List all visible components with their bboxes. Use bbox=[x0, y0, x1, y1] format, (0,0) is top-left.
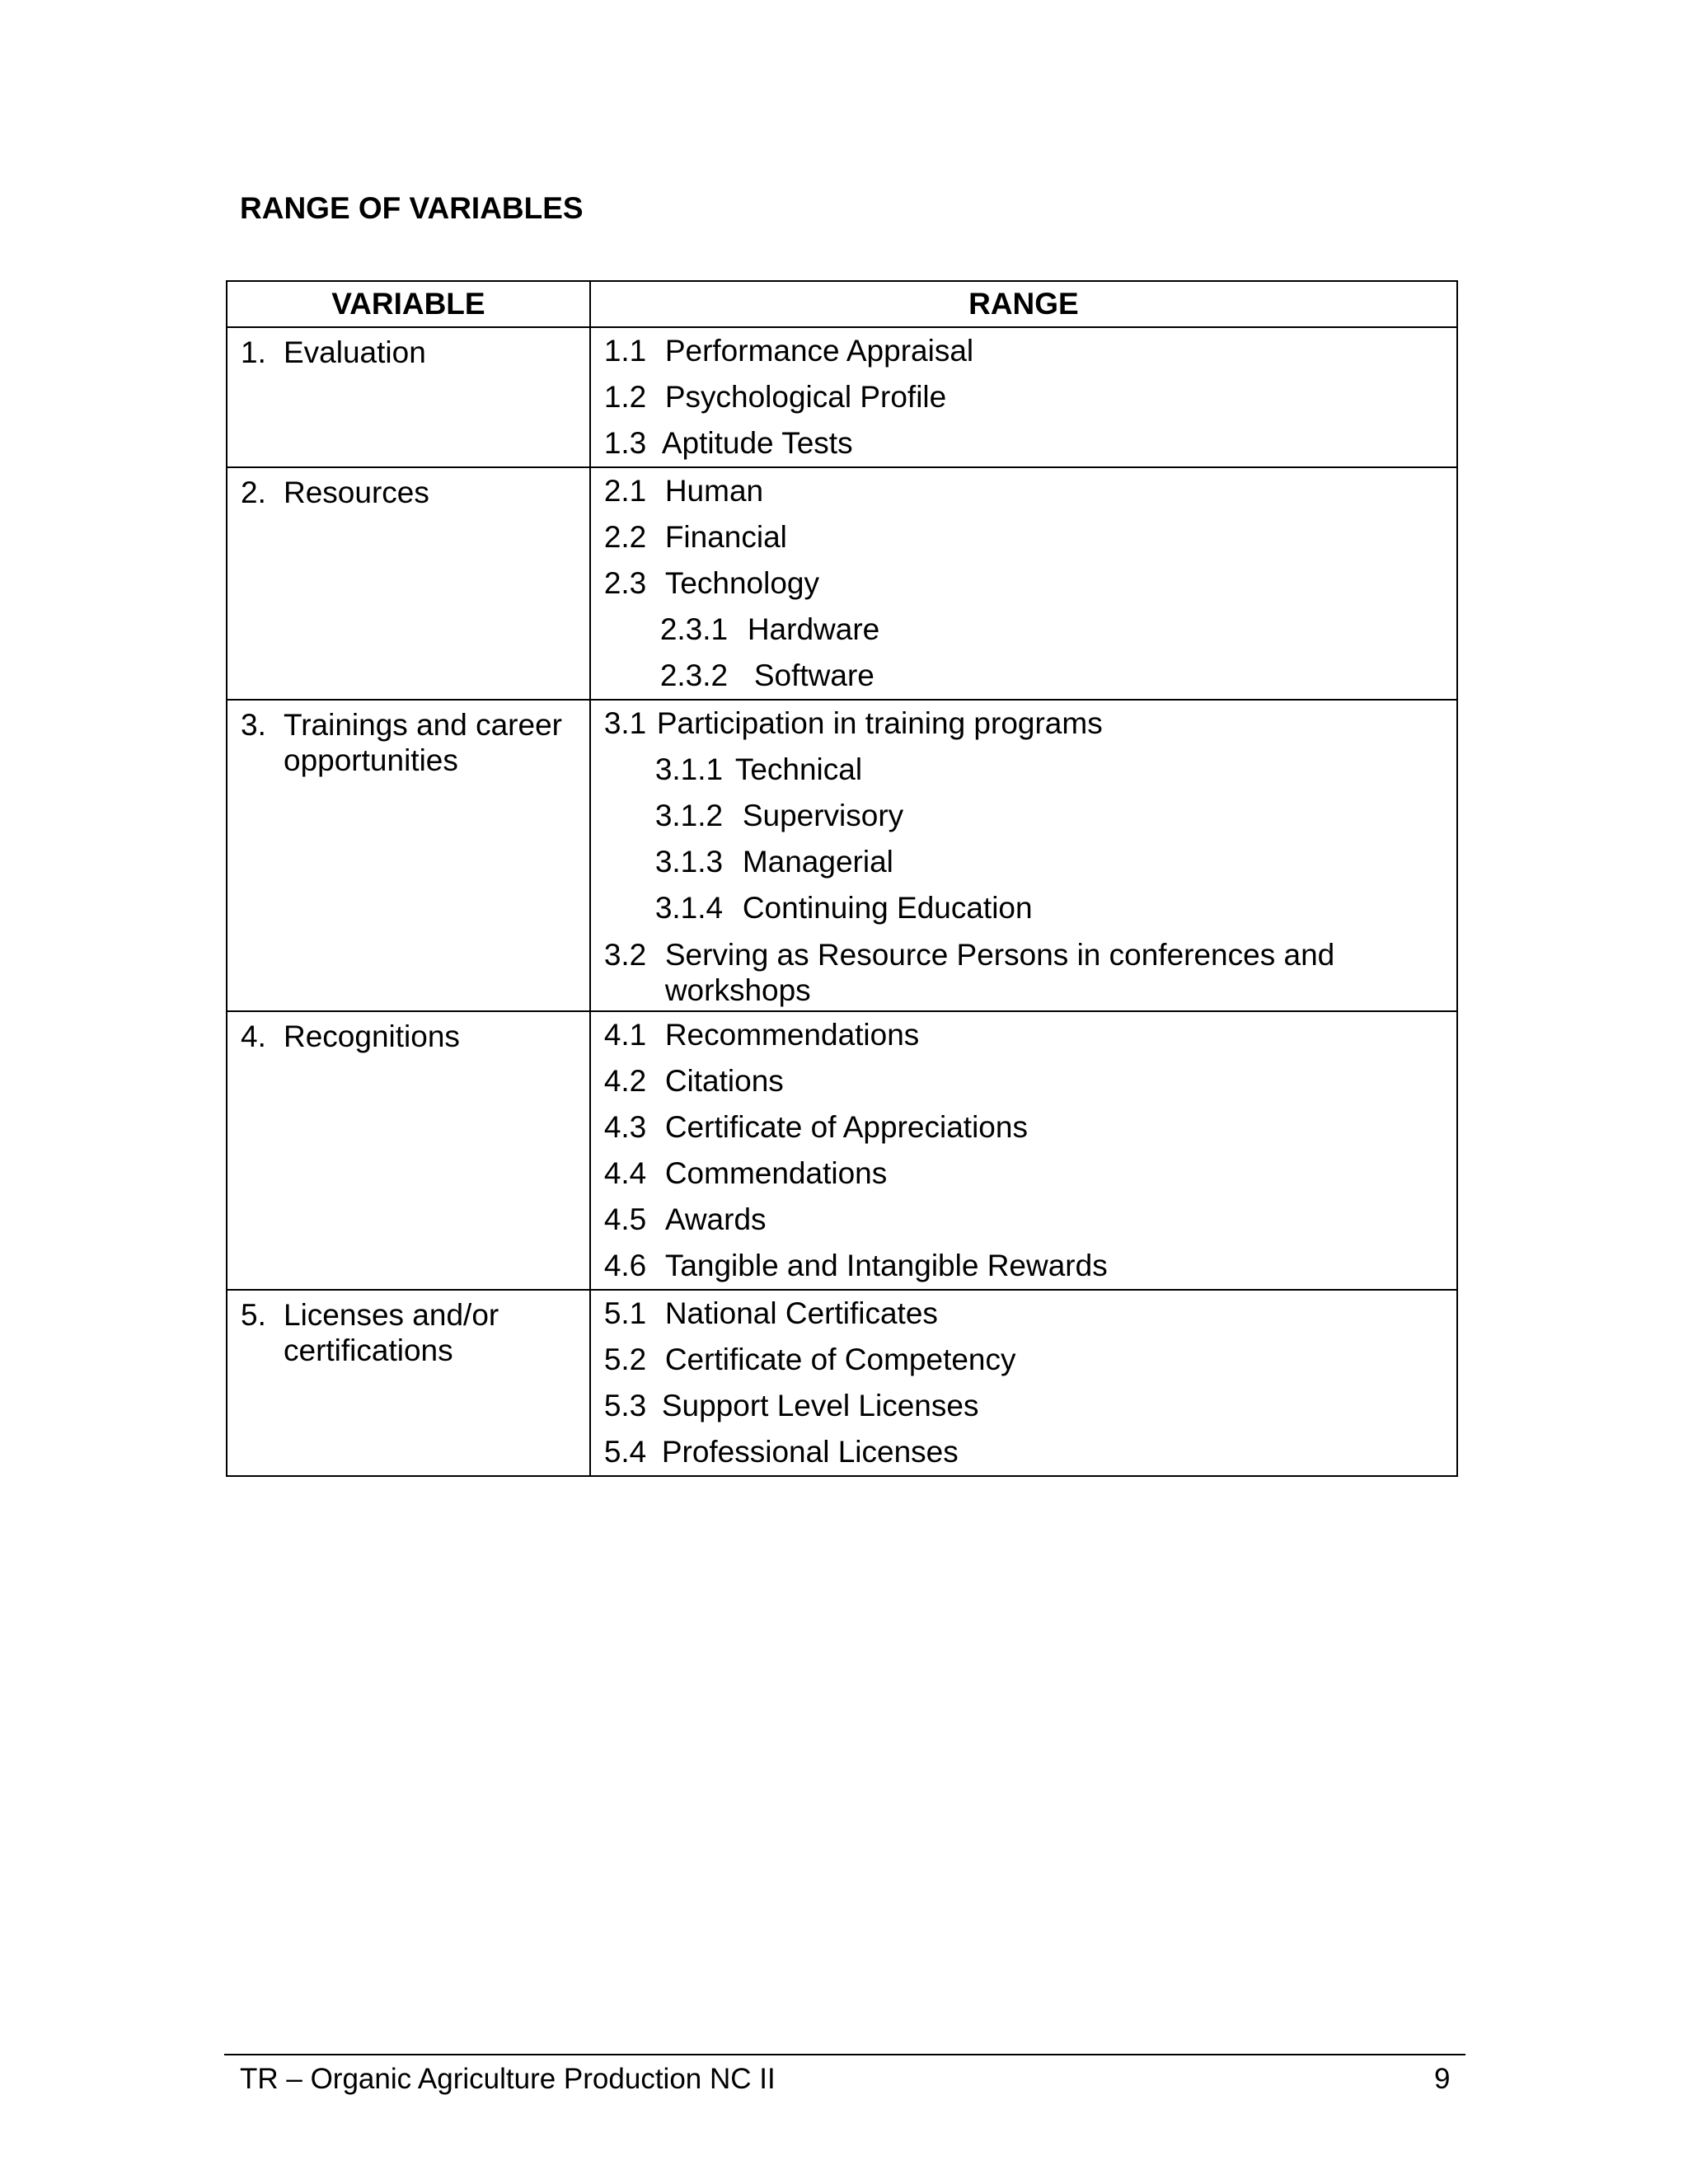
variable-number: 1. bbox=[241, 335, 266, 369]
page-title: RANGE OF VARIABLES bbox=[240, 191, 584, 225]
range-item-number: 3.1.2 bbox=[654, 799, 724, 832]
table-row bbox=[227, 327, 1457, 467]
range-item-number: 2.3.2 bbox=[659, 658, 729, 692]
range-item-text: Aptitude Tests bbox=[661, 426, 853, 460]
range-subitem bbox=[604, 607, 1456, 653]
range-item-number: 2.2 bbox=[603, 520, 647, 554]
range-item-text: Certificate of Competency bbox=[664, 1343, 1016, 1376]
page-number: 9 bbox=[1434, 2063, 1451, 2095]
variable-number: 5. bbox=[241, 1298, 266, 1332]
footer-divider bbox=[224, 2054, 1465, 2055]
range-item bbox=[604, 1243, 1456, 1289]
range-item-number: 4.2 bbox=[603, 1064, 647, 1098]
range-item-text: Technology bbox=[664, 566, 820, 600]
range-item bbox=[604, 468, 1456, 514]
range-item-text: Psychological Profile bbox=[664, 380, 947, 414]
range-cell bbox=[590, 467, 1457, 700]
range-of-variables-table bbox=[226, 280, 1458, 1477]
range-subitem bbox=[604, 885, 1456, 931]
variable-label: Resources bbox=[284, 476, 429, 509]
range-item-text: Financial bbox=[664, 520, 787, 554]
range-item bbox=[604, 374, 1456, 420]
range-item-text: Hardware bbox=[747, 612, 880, 646]
table-row bbox=[227, 700, 1457, 1011]
range-cell bbox=[590, 700, 1457, 1011]
range-item bbox=[604, 1151, 1456, 1197]
range-item bbox=[604, 1291, 1456, 1337]
range-item-number: 2.1 bbox=[603, 474, 647, 508]
table-row bbox=[227, 1011, 1457, 1290]
header-range: RANGE bbox=[590, 281, 1457, 327]
range-item bbox=[604, 701, 1456, 747]
range-item-number: 3.1.1 bbox=[654, 752, 724, 786]
range-item bbox=[604, 560, 1456, 607]
variable-label: Recognitions bbox=[284, 1019, 460, 1053]
range-item-text: Supervisory bbox=[742, 799, 904, 832]
range-item-number: 4.3 bbox=[603, 1110, 647, 1144]
header-variable: VARIABLE bbox=[227, 281, 590, 327]
range-item-number: 3.2 bbox=[603, 938, 647, 972]
range-item-text: Participation in training programs bbox=[656, 706, 1103, 740]
range-item-number: 1.2 bbox=[603, 380, 647, 414]
range-item-text: Human bbox=[664, 474, 764, 508]
range-item-text: Serving as Resource Persons in conferences and workshops bbox=[664, 938, 1335, 1007]
range-item-number: 5.4 bbox=[603, 1435, 647, 1469]
range-item-number: 3.1 bbox=[603, 706, 647, 740]
range-item-text: Certificate of Appreciations bbox=[664, 1110, 1028, 1144]
range-item-text: Commendations bbox=[664, 1156, 888, 1190]
range-item-number: 3.1.3 bbox=[654, 845, 724, 879]
table-row bbox=[227, 1290, 1457, 1476]
range-item-text: Continuing Education bbox=[742, 891, 1033, 925]
range-cell bbox=[590, 1290, 1457, 1476]
range-item bbox=[604, 1012, 1456, 1058]
range-item-number: 4.5 bbox=[603, 1202, 647, 1236]
range-item bbox=[604, 1429, 1456, 1475]
table-row bbox=[227, 467, 1457, 700]
range-item-number: 4.1 bbox=[603, 1018, 647, 1052]
range-item bbox=[604, 1104, 1456, 1151]
variable-cell bbox=[227, 467, 590, 700]
range-item-text: Recommendations bbox=[664, 1018, 920, 1052]
range-item-number: 5.2 bbox=[603, 1343, 647, 1376]
range-item-number: 1.3 bbox=[603, 426, 647, 460]
range-item bbox=[604, 420, 1456, 466]
range-item-number: 2.3 bbox=[603, 566, 647, 600]
range-subitem bbox=[604, 793, 1456, 839]
range-item bbox=[604, 1058, 1456, 1104]
variable-cell bbox=[227, 700, 590, 1011]
range-subitem bbox=[604, 747, 1456, 793]
range-cell bbox=[590, 1011, 1457, 1290]
range-item bbox=[604, 514, 1456, 560]
variable-number: 4. bbox=[241, 1019, 266, 1053]
range-item bbox=[604, 328, 1456, 374]
table-header-row bbox=[227, 281, 1457, 327]
footer-title: TR – Organic Agriculture Production NC II bbox=[240, 2063, 776, 2095]
range-item bbox=[604, 1337, 1456, 1383]
range-item-text: Software bbox=[753, 658, 874, 692]
range-item-text: Managerial bbox=[742, 845, 893, 879]
range-item bbox=[604, 1383, 1456, 1429]
range-subitem bbox=[604, 653, 1456, 699]
range-item-text: Tangible and Intangible Rewards bbox=[664, 1249, 1108, 1282]
range-item-text: National Certificates bbox=[664, 1296, 938, 1330]
range-item-text: Professional Licenses bbox=[661, 1435, 959, 1469]
variable-label: Trainings and career opportunities bbox=[284, 708, 562, 777]
range-item-number: 4.6 bbox=[603, 1249, 647, 1282]
variable-cell bbox=[227, 1011, 590, 1290]
range-cell bbox=[590, 327, 1457, 467]
variable-label: Licenses and/or certifications bbox=[284, 1298, 499, 1367]
variable-label: Evaluation bbox=[284, 335, 426, 369]
range-item-number: 5.1 bbox=[603, 1296, 647, 1330]
range-item-number: 2.3.1 bbox=[659, 612, 729, 646]
range-item-text: Technical bbox=[734, 752, 863, 786]
range-item-text: Performance Appraisal bbox=[664, 334, 974, 368]
range-item-number: 4.4 bbox=[603, 1156, 647, 1190]
variable-number: 3. bbox=[241, 708, 266, 742]
variable-cell bbox=[227, 1290, 590, 1476]
range-item-text: Awards bbox=[664, 1202, 767, 1236]
range-item-number: 1.1 bbox=[603, 334, 647, 368]
range-item-text: Citations bbox=[664, 1064, 784, 1098]
variable-cell bbox=[227, 327, 590, 467]
range-item-number: 5.3 bbox=[603, 1389, 647, 1422]
variable-number: 2. bbox=[241, 476, 266, 509]
range-item-number: 3.1.4 bbox=[654, 891, 724, 925]
range-item-text: Support Level Licenses bbox=[661, 1389, 979, 1422]
range-item bbox=[604, 931, 1456, 1010]
range-item bbox=[604, 1197, 1456, 1243]
range-subitem bbox=[604, 839, 1456, 885]
